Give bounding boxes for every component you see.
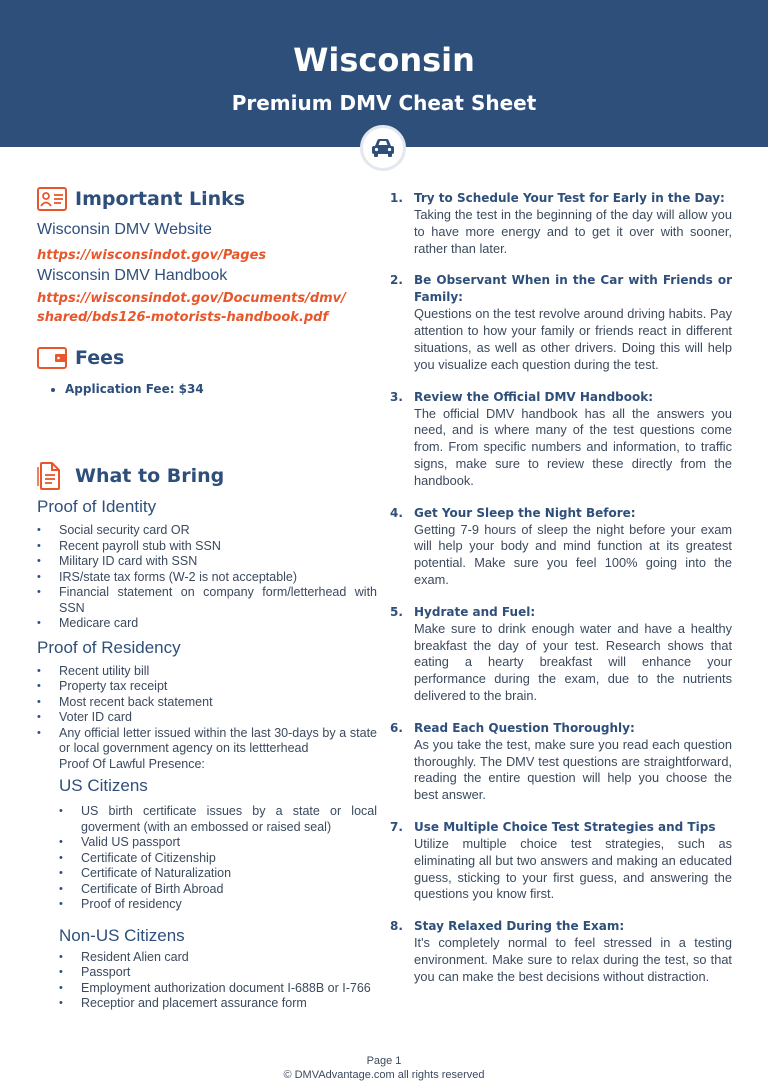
tip-item [390,272,732,373]
tip-title: Get Your Sleep the Night Before: [414,505,636,520]
tip-item [390,604,732,705]
list-item: • Military ID card with SSN [37,554,377,570]
link-title: Wisconsin DMV Website [37,221,212,238]
tip-title: Stay Relaxed During the Exam: [414,919,625,934]
list-item: • Valid US passport [59,835,377,851]
list-item: • Resident Alien card [59,950,377,966]
tip-item [390,505,732,589]
list-item: • Recent utility bill [37,664,377,680]
car-badge [360,125,406,171]
tip-item [390,720,732,804]
page-footer [0,1054,768,1082]
list-item: • Financial statement on company form/letterhead with SSN [37,585,377,616]
residency-heading: Proof of Residency [37,637,181,657]
list-item: • Certificate of Naturalization [59,866,377,882]
list-item: • Certificate of Birth Abroad [59,882,377,898]
list-item: • Receptior and placemert assurance form [59,996,377,1012]
left-column [37,185,377,1012]
list-item: • Most recent back statement [37,695,377,711]
tip-body: It's completely normal to feel stressed in a testing environment. Make sure to relax during the test, so that you can make the best decisions without distraction. [414,935,732,984]
wallet-icon [37,344,69,372]
document-icon [37,462,69,490]
list-item: • Property tax receipt [37,679,377,695]
tip-body: Utilize multiple choice test strategies, such as eliminating all but two answers and making an educated guess, sticking to your first guess, and answering the questions you know first. [414,835,732,902]
link-url[interactable]: https://wisconsindot.gov/Documents/dmv/ [37,291,346,306]
page-number: Page 1 [366,1055,402,1067]
list-item: • US birth certificate issues by a state or local goverment (with an embossed or raised seal) [59,804,377,835]
page-title: Wisconsin [293,41,475,79]
tip-title: Review the Official DMV Handbook: [414,389,654,404]
non-us-citizens-heading: Non-US Citizens [59,925,185,945]
tip-item [390,190,732,257]
tip-body: Getting 7-9 hours of sleep the night before your exam will help your body and mind function at its greatest potential. Make sure you feel 100% going into the exam. [414,521,732,587]
tip-number: 6. [390,720,403,735]
list-item: • Employment authorization document I-688B or I-766 [59,981,377,997]
fees-heading [37,344,377,372]
tip-number: 4. [390,505,403,520]
tip-number: 5. [390,604,403,619]
tip-title: Hydrate and Fuel: [414,604,536,619]
tip-body: Questions on the test revolve around driving habits. Pay attention to how your family or friends react in different situations, as well as other drivers. Doing this will help you visualize each question during the test. [414,306,732,372]
tip-body: The official DMV handbook has all the answers you need, and is where many of the test questions come from. From specific numbers and information, to traffic signs, make sure to review these directly from the handbook. [414,405,732,488]
link-url[interactable]: https://wisconsindot.gov/Pages [37,248,267,263]
tip-title: Read Each Question Thoroughly: [414,720,635,735]
tip-number: 8. [390,919,403,934]
tip-body: Make sure to drink enough water and have a healthy breakfast the day of your test. Research shows that eating a hearty breakfast will enhance your performance during the exam, due to the nutrients delivered to the brain. [414,620,732,703]
bring-heading [37,462,377,490]
link-item [37,219,377,265]
tip-title: Use Multiple Choice Test Strategies and Tips [414,819,716,834]
links-heading-text: Important Links [75,188,246,210]
list-item: • Any official letter issued within the last 30-days by a state or local government agency on its lettterhead [37,726,377,757]
tip-body: As you take the test, make sure you read each question thoroughly. The DMV test questions are straightforward, reading the entire question will help you choose the best answer. [414,736,732,803]
id-card-icon [37,185,69,213]
bring-heading-text: What to Bring [75,465,225,487]
link-url[interactable]: shared/bds126-motorists-handbook.pdf [37,310,329,325]
list-item: • Proof of residency [59,897,377,913]
residency-list [37,664,377,757]
list-item: • Passport [59,965,377,981]
list-item: • Social security card OR [37,523,377,539]
tip-number: 1. [390,191,403,205]
identity-list [37,523,377,632]
links-heading [37,185,377,213]
tip-number: 7. [390,819,403,834]
lawful-presence-label: Proof Of Lawful Presence: [59,756,205,771]
tip-item [390,389,732,490]
us-citizens-list [37,804,377,913]
fees-heading-text: Fees [75,347,125,369]
copyright: © DMVAdvantage.com all rights reserved [283,1069,485,1081]
us-citizens-heading: US Citizens [59,776,148,795]
page-subtitle: Premium DMV Cheat Sheet [231,91,537,115]
list-item: • IRS/state tax forms (W-2 is not acceptable) [37,570,377,586]
tip-number: 2. [390,273,403,288]
list-item: • Medicare card [37,616,377,632]
tip-number: 3. [390,389,403,404]
link-title: Wisconsin DMV Handbook [37,267,228,284]
tip-item [390,819,732,903]
link-item [37,265,377,327]
non-us-citizens-list [37,950,377,1012]
fee-item: • Application Fee: $34 [65,382,377,396]
list-item: • Certificate of Citizenship [59,851,377,867]
identity-heading: Proof of Identity [37,497,157,516]
fee-list [65,382,377,396]
tip-body: Taking the test in the beginning of the day will allow you to have more energy and to get it over with sooner, rather than later. [414,207,732,256]
list-item: • Voter ID card [37,710,377,726]
list-item: • Recent payroll stub with SSN [37,539,377,555]
tip-title: Be Observant When in the Car with Friends or Family: [414,273,732,305]
car-icon [370,137,396,159]
tip-item [390,918,732,985]
tip-title: Try to Schedule Your Test for Early in the Day: [414,191,725,205]
tips-column [390,190,732,1001]
